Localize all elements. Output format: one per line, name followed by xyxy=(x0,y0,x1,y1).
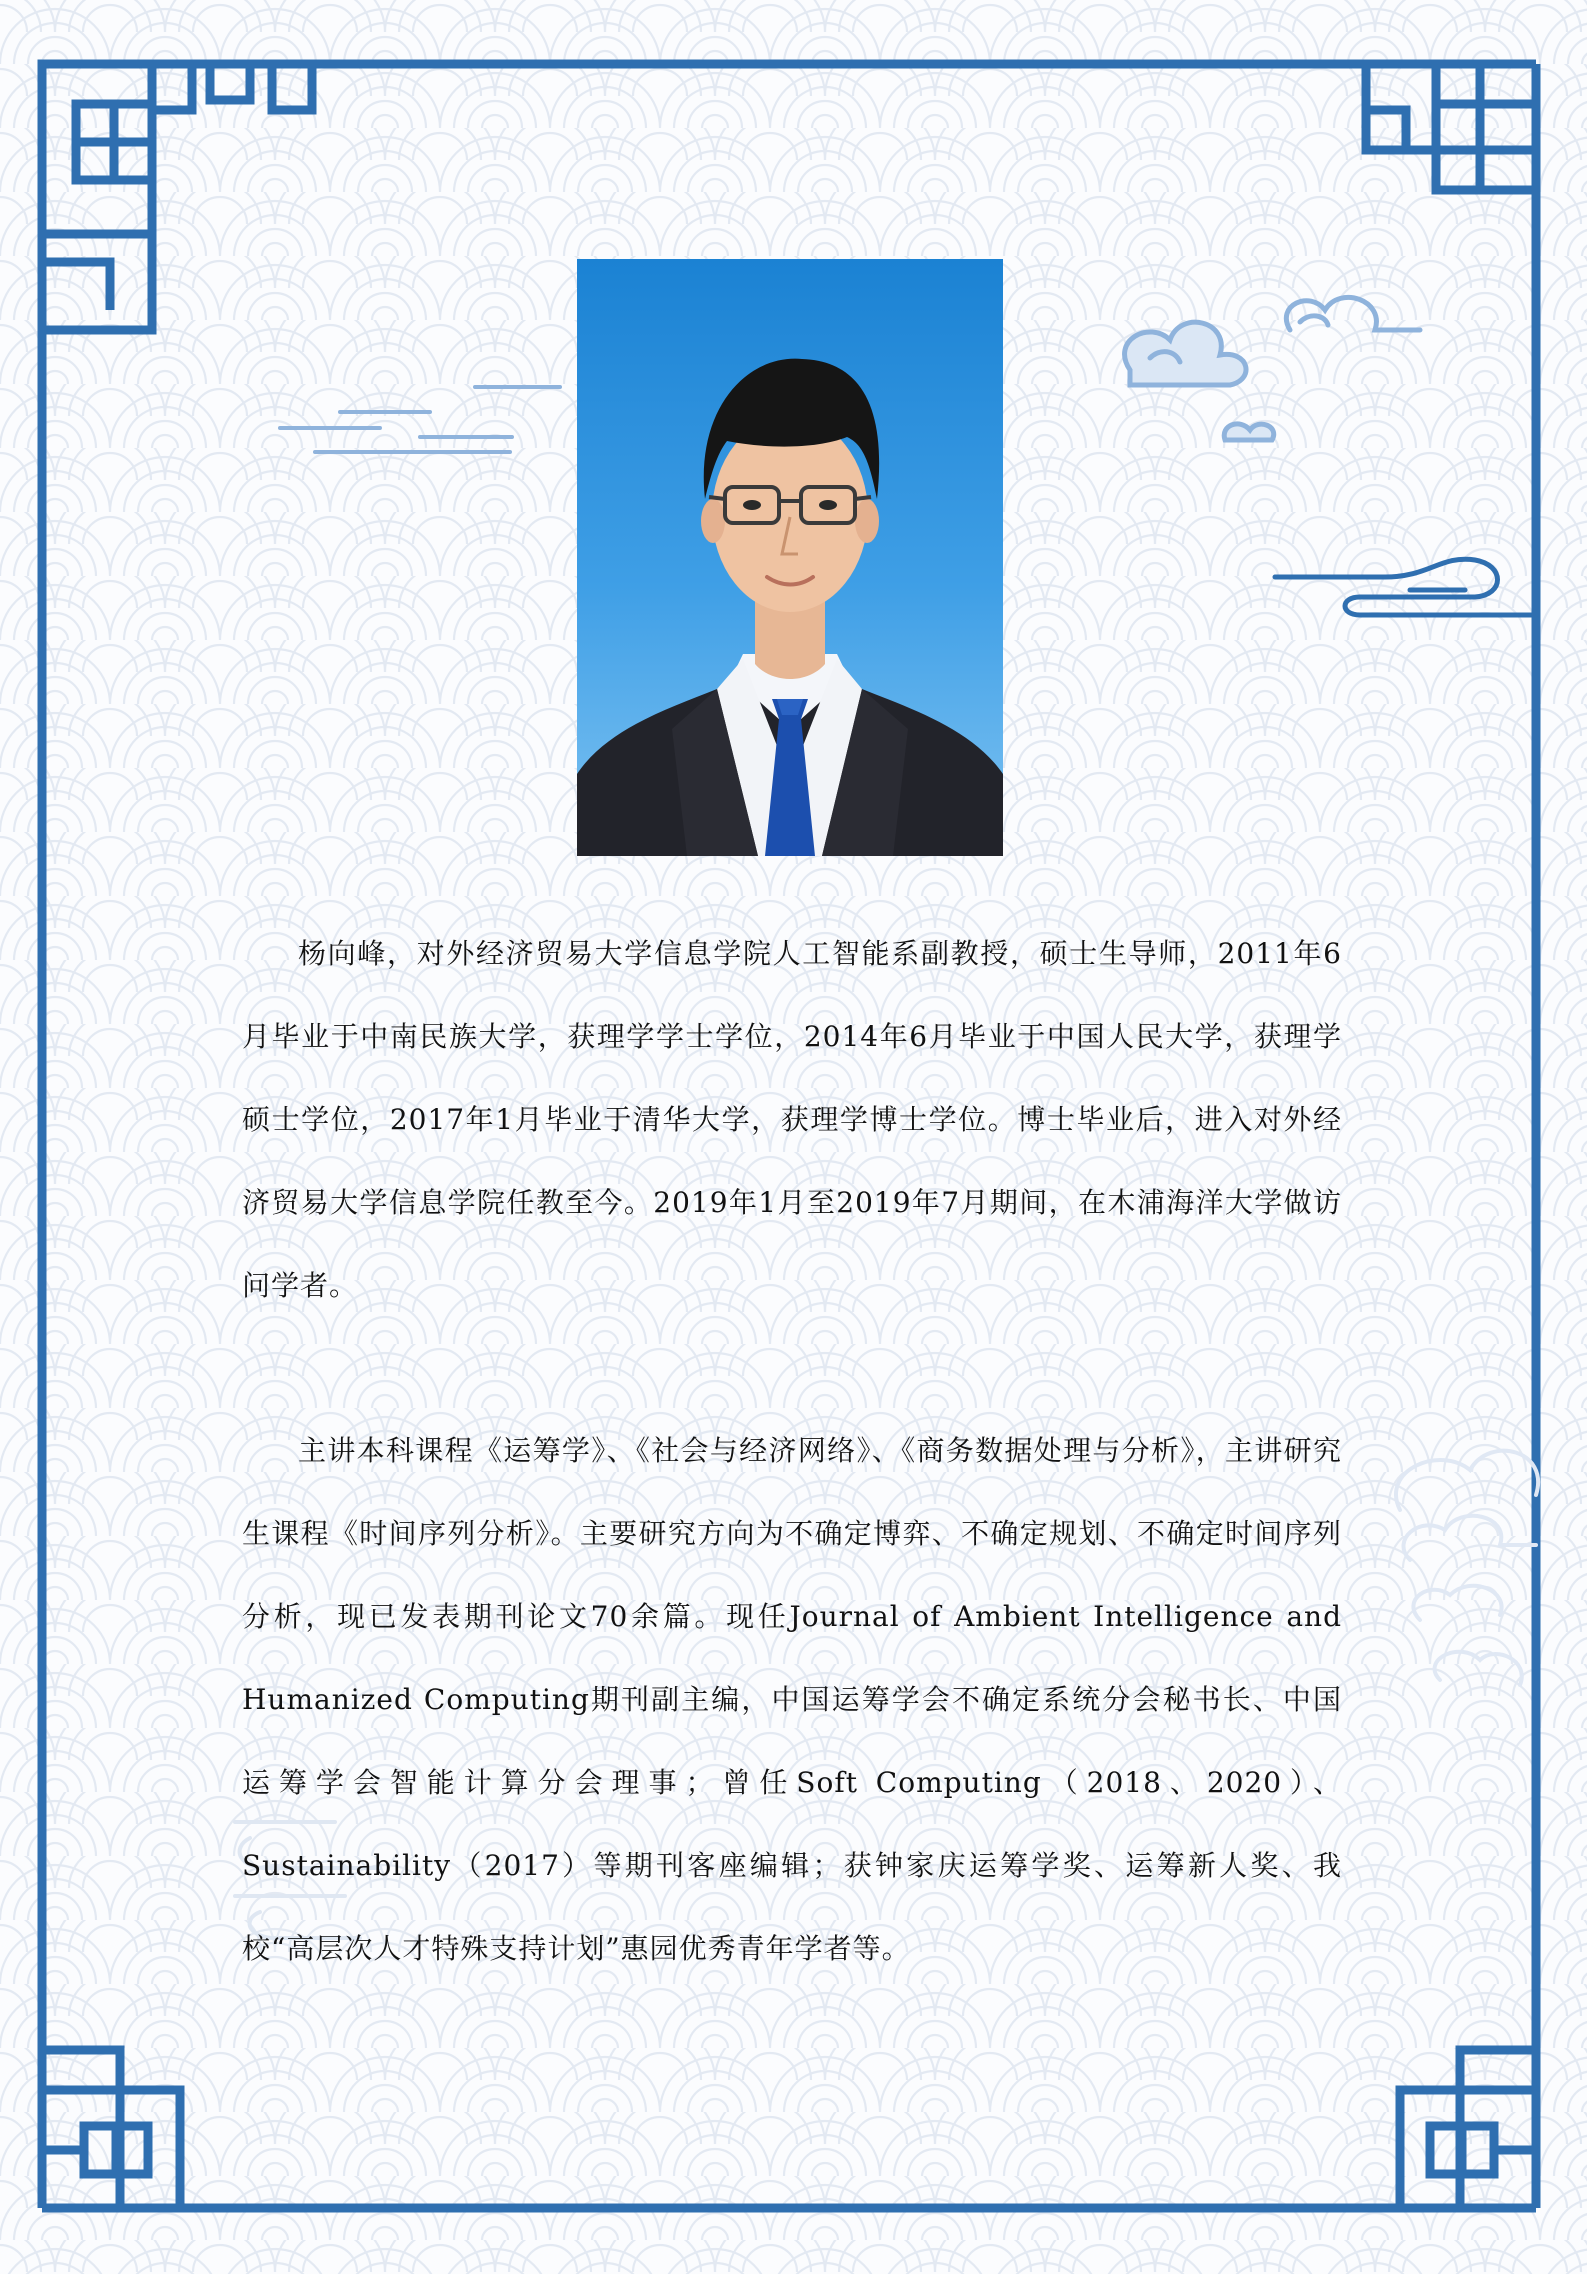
portrait-photo xyxy=(577,259,1003,856)
portrait-photo-icon xyxy=(577,259,1003,856)
bio-paragraph-education: 杨向峰，对外经济贸易大学信息学院人工智能系副教授，硕士生导师，2011年6月毕业于中南民族大学，获理学学士学位，2014年6月毕业于中国人民大学，获理学硕士学位，2017年1月毕业于清华大学，获理学博士学位。博士毕业后，进入对外经济贸易大学信息学院任教至今。2019年1月至2019年7月期间，在木浦海洋大学做访问学者。 xyxy=(242,937,1342,1302)
bio-paragraph-research: 主讲本科课程《运筹学》、《社会与经济网络》、《商务数据处理与分析》，主讲研究生课程《时间序列分析》。主要研究方向为不确定博弈、不确定规划、不确定时间序列分析，现已发表期刊论文70余篇。现任Journal of Ambient Intelligence and Humanized Computing期刊副主编，中国运筹学会不确定系统分会秘书长、中国运筹学会智能计算分会理事；曾任Soft Computing（2018、2020）、Sustainability（2017）等期刊客座编辑；获钟家庆运筹学奖、运筹新人奖、我校“高层次人才特殊支持计划”惠园优秀青年学者等。 xyxy=(242,1434,1342,1965)
